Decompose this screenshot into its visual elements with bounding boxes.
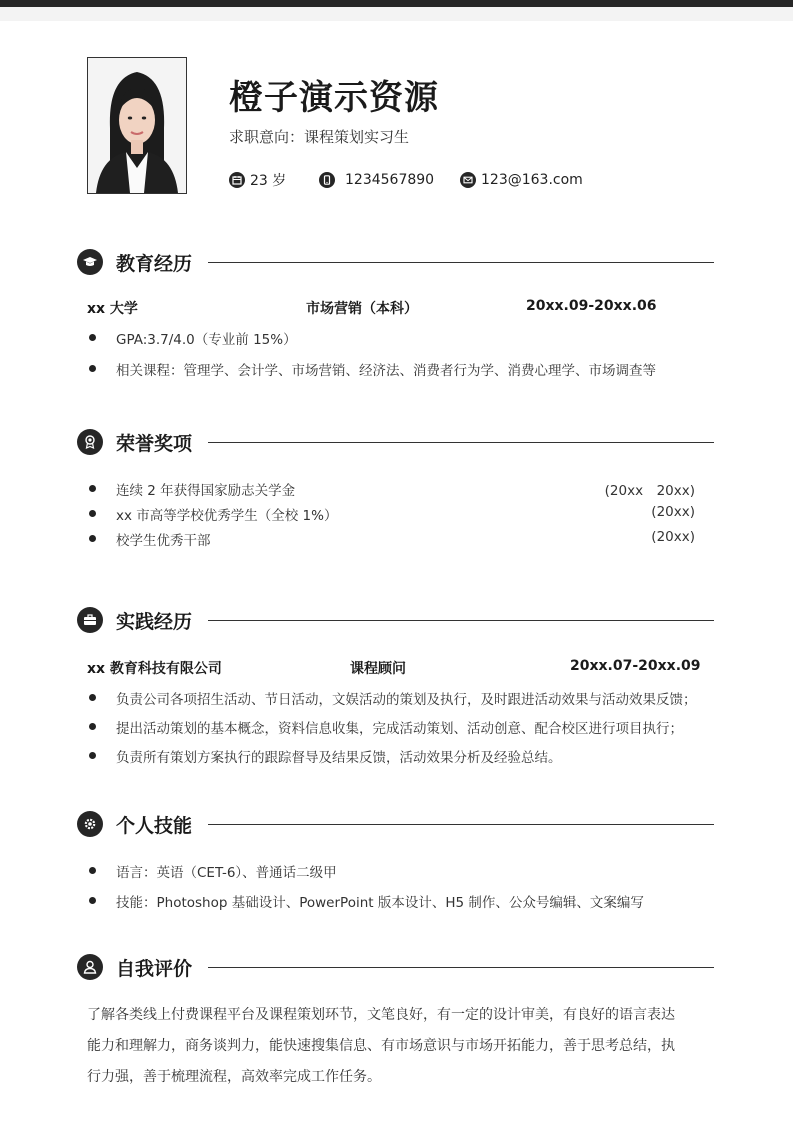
job-role: 课程顾问	[350, 661, 406, 677]
top-band	[0, 7, 793, 21]
bullet-dot	[89, 867, 96, 874]
portrait-photo	[87, 57, 187, 194]
section-divider	[208, 967, 714, 968]
candidate-name: 橙子演示资源	[229, 78, 439, 118]
school-name: xx 大学	[87, 301, 138, 317]
section-title: 自我评价	[116, 957, 193, 980]
bullet-dot	[89, 485, 96, 492]
contact-age	[229, 170, 286, 190]
contact-email	[460, 170, 583, 190]
honor-date: (20xx)	[651, 504, 695, 520]
calendar-icon	[229, 172, 245, 188]
graduation-cap-icon	[77, 249, 103, 275]
phone-text: 1234567890	[345, 172, 435, 188]
section-title: 实践经历	[116, 610, 193, 633]
contact-phone	[319, 170, 434, 190]
age-text: 23 岁	[250, 173, 287, 189]
paragraph-line: 了解各类线上付费课程平台及课程策划环节，文笔良好，有一定的设计审美，有良好的语言表达	[87, 1007, 675, 1023]
bullet-dot	[89, 694, 96, 701]
education-period: 20xx.09-20xx.06	[526, 298, 657, 314]
paragraph-line: 能力和理解力，商务谈判力，能快速搜集信息、有市场意识与市场开拓能力，善于思考总结，执	[87, 1038, 675, 1054]
top-bar	[0, 0, 793, 7]
award-icon	[77, 429, 103, 455]
bullet-dot	[89, 897, 96, 904]
section-divider	[208, 262, 714, 263]
portrait-illustration	[88, 58, 186, 193]
section-title: 教育经历	[116, 252, 193, 275]
person-icon	[77, 954, 103, 980]
section-practice	[77, 606, 714, 634]
section-divider	[208, 620, 714, 621]
self-evaluation-text	[87, 1000, 707, 1093]
email-text: 123@163.com	[481, 172, 583, 188]
section-title: 个人技能	[116, 814, 193, 837]
practice-period: 20xx.07-20xx.09	[570, 658, 701, 674]
mail-icon	[460, 172, 476, 188]
major: 市场营销（本科）	[306, 301, 418, 317]
section-honors	[77, 428, 714, 456]
bullet-dot	[89, 752, 96, 759]
bullet-dot	[89, 334, 96, 341]
section-divider	[208, 442, 714, 443]
paragraph-line: 行力强，善于梳理流程，高效率完成工作任务。	[87, 1069, 381, 1085]
bullet-dot	[89, 365, 96, 372]
bullet-dot	[89, 723, 96, 730]
honor-date: (20xx)	[651, 529, 695, 545]
honor-date: (20xx 20xx)	[604, 483, 695, 499]
section-self-evaluation	[77, 953, 714, 981]
section-title: 荣誉奖项	[116, 432, 193, 455]
briefcase-icon	[77, 607, 103, 633]
section-skills	[77, 810, 714, 838]
section-divider	[208, 824, 714, 825]
bullet-dot	[89, 535, 96, 542]
gear-icon	[77, 811, 103, 837]
job-intention: 求职意向：课程策划实习生	[229, 128, 410, 146]
bullet-dot	[89, 510, 96, 517]
phone-icon	[319, 172, 335, 188]
section-education	[77, 248, 714, 276]
company-name: xx 教育科技有限公司	[87, 661, 222, 677]
